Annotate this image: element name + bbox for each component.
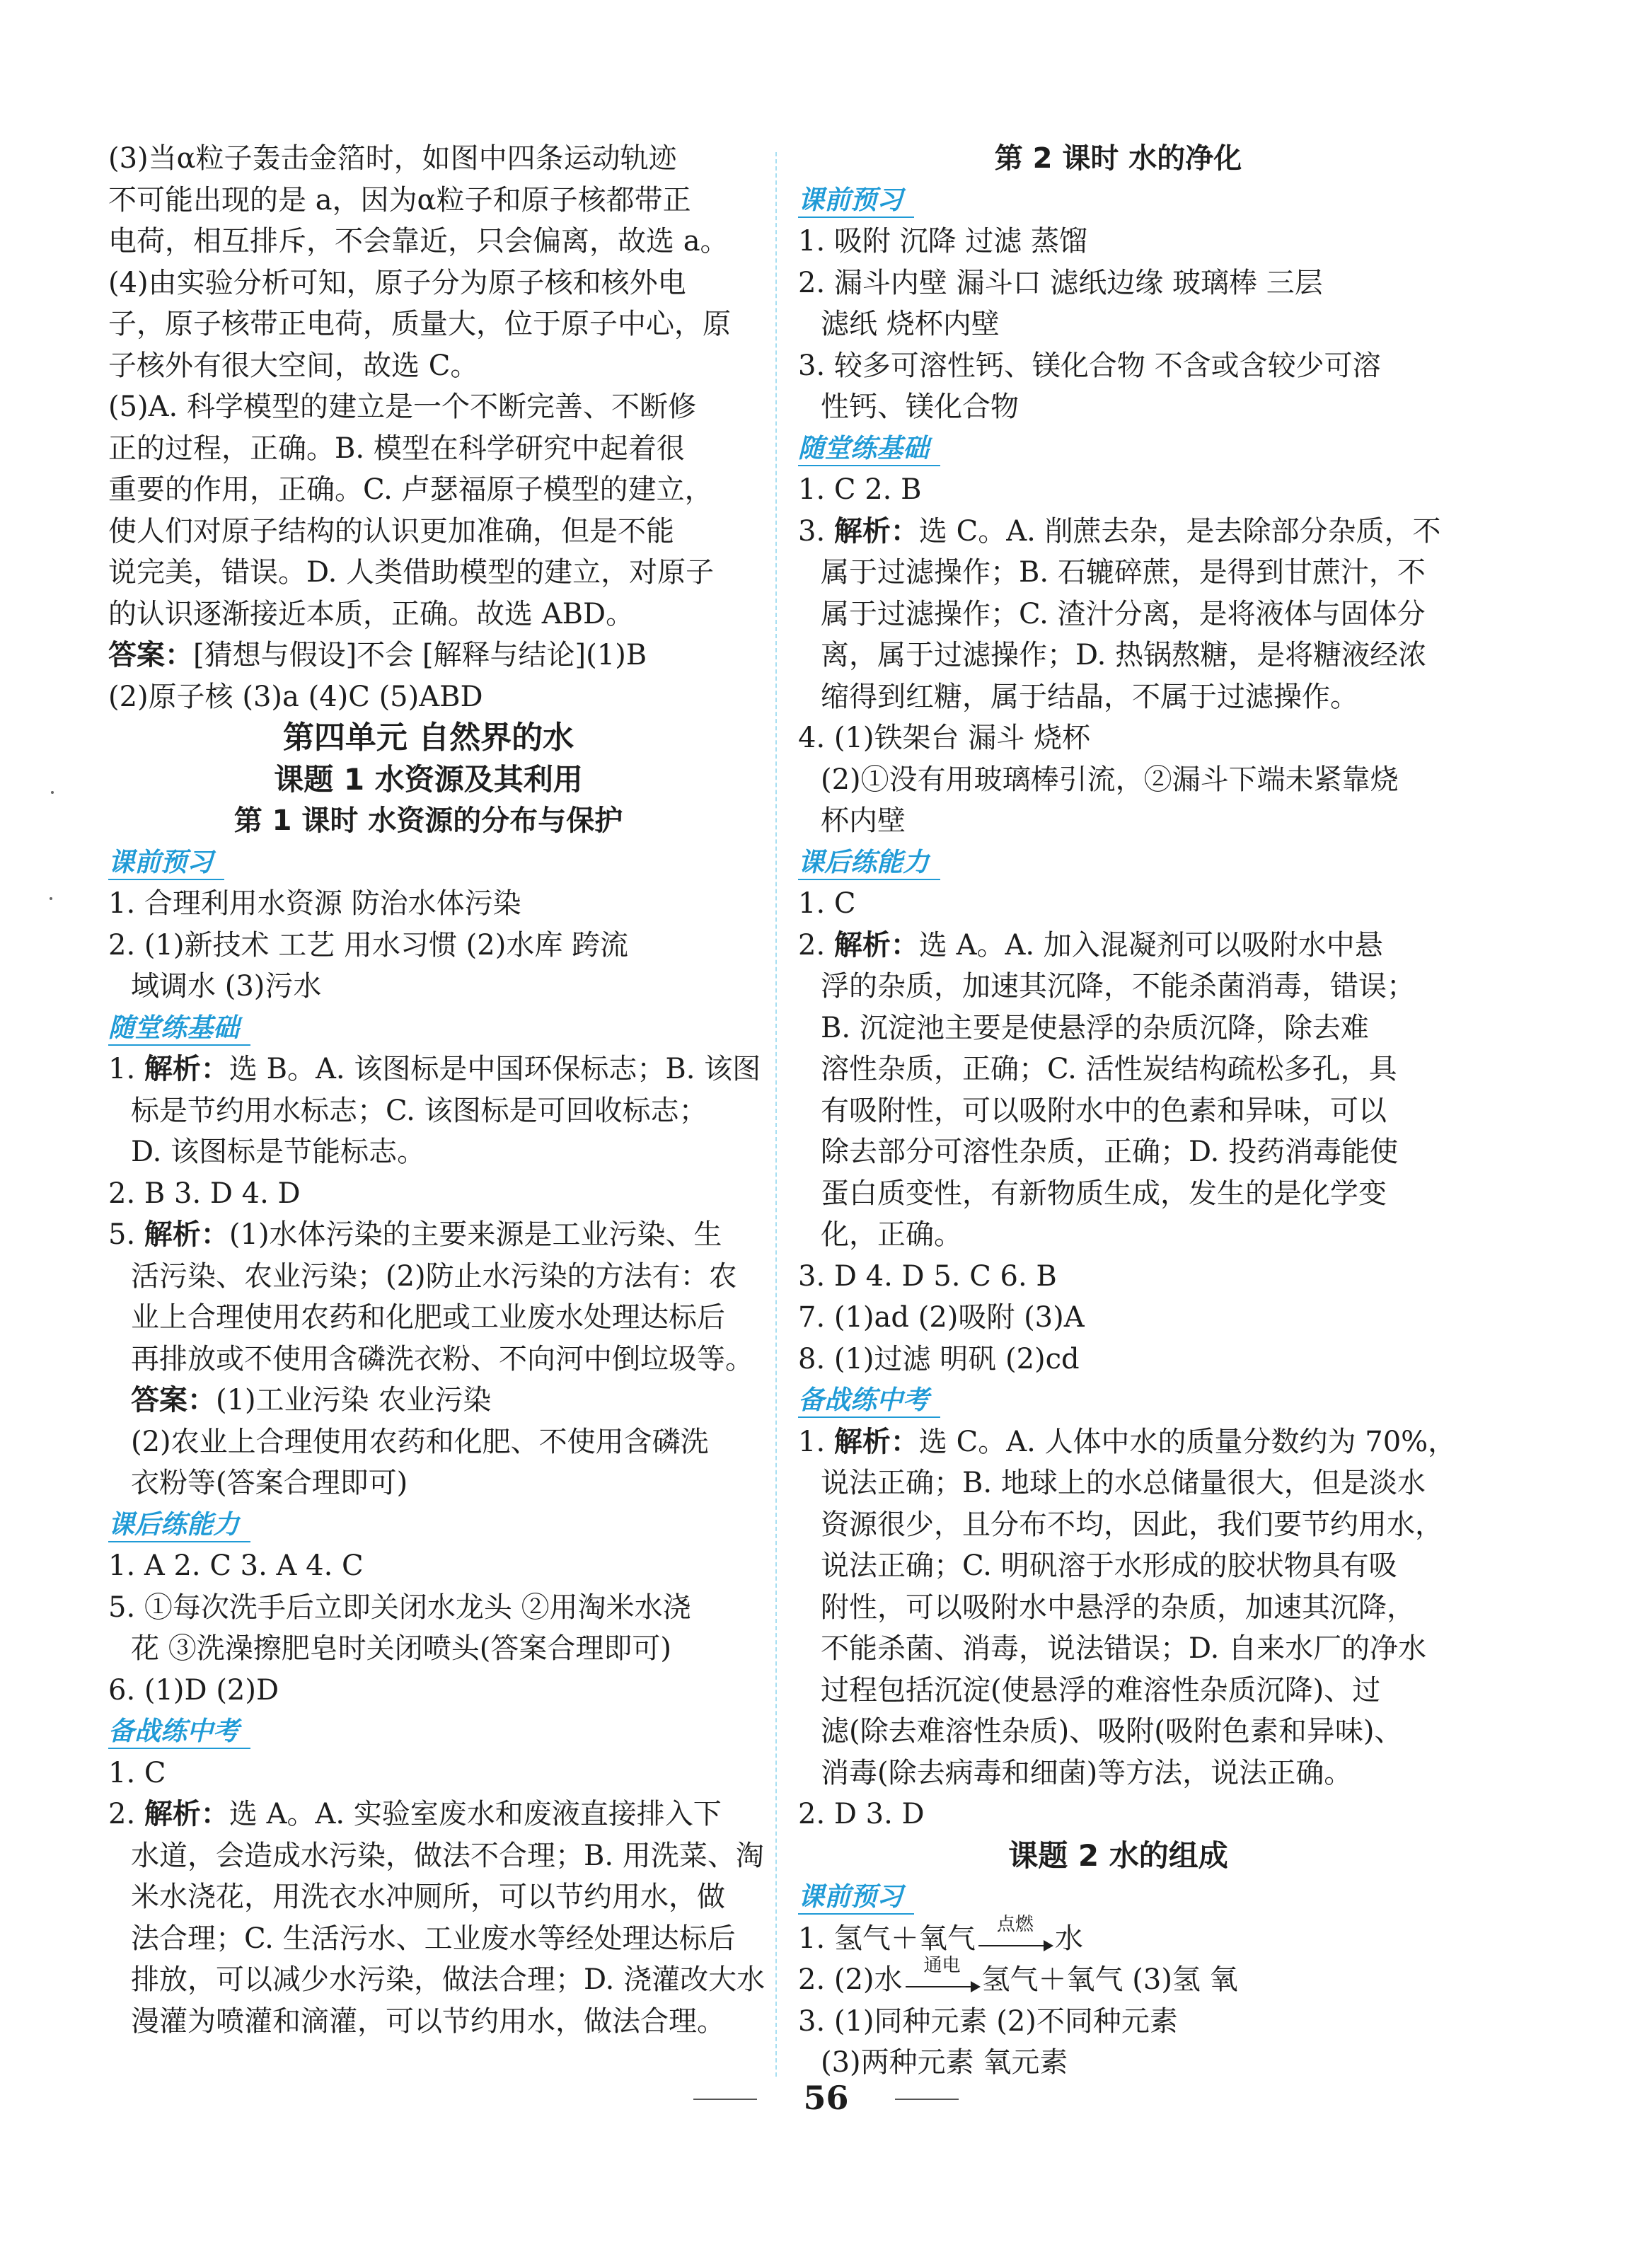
list-item: 1. C [108, 1756, 166, 1789]
column-divider [775, 152, 777, 2077]
list-item: 3. 较多可溶性钙、镁化合物 不含或含较少可溶 [798, 349, 1381, 382]
section-heading-preview: 课前预习 [108, 842, 749, 884]
equation-line: 1. 氢气＋氧气 点燃 水 [798, 1918, 1438, 1960]
topic-title: 课题 2 水的组成 [1008, 1837, 1228, 1873]
list-item: 水道，会造成水污染，做法不合理；B. 用洗菜、淘 [131, 1839, 764, 1872]
reaction-arrow: 通电 [903, 1959, 982, 2000]
list-item: 花 ③洗澡擦肥皂时关闭喷头(答案合理即可) [131, 1632, 671, 1665]
list-item: 3. 解析：选 C。A. 削蔗去杂，是去除部分杂质，不 [798, 514, 1441, 548]
list-item: 2. 漏斗内壁 漏斗口 滤纸边缘 玻璃棒 三层 [798, 266, 1323, 299]
list-item: 2. D 3. D [798, 1798, 925, 1830]
list-item: 6. (1)D (2)D [108, 1673, 279, 1707]
text-line: 不可能出现的是 a，因为α粒子和原子核都带正 [108, 183, 691, 217]
list-item: 域调水 (3)污水 [131, 970, 322, 1003]
list-item: 8. (1)过滤 明矾 (2)cd [798, 1342, 1080, 1375]
text-line: 电荷，相互排斥，不会靠近，只会偏离，故选 a。 [108, 225, 729, 258]
section-heading-after: 课后练能力 [798, 842, 1438, 884]
page-number: 56 [803, 2079, 849, 2117]
list-item: 3. D 4. D 5. C 6. B [798, 1259, 1057, 1293]
equation-line: 2. (2)水 通电 氢气＋氧气 (3)氢 氧 [798, 1959, 1438, 2001]
list-item: 衣粉等(答案合理即可) [131, 1467, 408, 1499]
list-item: B. 沉淀池主要是使悬浮的杂质沉降，除去难 [821, 1011, 1369, 1044]
answer-line: 答案：(1)工业污染 农业污染 [131, 1383, 492, 1416]
list-item: 5. ①每次洗手后立即关闭水龙头 ②用淘米水浇 [108, 1591, 691, 1624]
list-item: 活污染、农业污染；(2)防止水污染的方法有：农 [131, 1259, 737, 1293]
list-item: 有吸附性，可以吸附水中的色素和异味，可以 [821, 1094, 1387, 1127]
text-line: 子，原子核带正电荷，质量大，位于原子中心，原 [108, 308, 731, 340]
list-item: 除去部分可溶性杂质，正确；D. 投药消毒能使 [821, 1136, 1399, 1168]
list-item: D. 该图标是节能标志。 [131, 1136, 426, 1168]
text-line: (2)原子核 (3)a (4)C (5)ABD [108, 680, 483, 713]
lesson-title: 第 2 课时 水的净化 [994, 142, 1242, 175]
scan-speck [51, 791, 54, 794]
list-item: 标是节约用水标志；C. 该图标是可回收标志； [131, 1094, 707, 1127]
list-item: 化，正确。 [821, 1218, 962, 1251]
list-item: 1. A 2. C 3. A 4. C [108, 1550, 364, 1582]
list-item: 离，属于过滤操作；D. 热锅熬糖，是将糖液经浓 [821, 639, 1427, 671]
list-item: 附性，可以吸附水中悬浮的杂质，加速其沉降， [821, 1591, 1415, 1624]
list-item: 1. C [798, 887, 856, 920]
topic-title: 课题 1 水资源及其利用 [274, 761, 583, 797]
list-item: 3. (1)同种元素 (2)不同种元素 [798, 2004, 1178, 2038]
section-heading-exam: 备战练中考 [108, 1711, 749, 1753]
list-item: 溶性杂质，正确；C. 活性炭结构疏松多孔，具 [821, 1053, 1397, 1085]
text-line: 使人们对原子结构的认识更加准确，但是不能 [108, 514, 674, 548]
text-line: (4)由实验分析可知，原子分为原子核和核外电 [108, 266, 686, 299]
list-item: 1. C 2. B [798, 473, 922, 506]
list-item: 资源很少，且分布不均，因此，我们要节约用水， [821, 1508, 1443, 1541]
list-item: 1. 解析：选 C。A. 人体中水的质量分数约为 70%， [798, 1424, 1457, 1458]
list-item: 浮的杂质，加速其沉降，不能杀菌消毒，错误； [821, 970, 1415, 1003]
list-item: 2. 解析：选 A。A. 加入混凝剂可以吸附水中悬 [798, 928, 1383, 962]
section-heading-preview: 课前预习 [798, 180, 1438, 221]
section-heading-after: 课后练能力 [108, 1504, 749, 1546]
list-item: 排放，可以减少水污染，做法合理；D. 浇灌改大水 [131, 1963, 766, 1996]
list-item: 5. 解析：(1)水体污染的主要来源是工业污染、生 [108, 1218, 722, 1251]
list-item: 业上合理使用农药和化肥或工业废水处理达标后 [131, 1301, 725, 1334]
list-item: 再排放或不使用含磷洗衣粉、不向河中倒垃圾等。 [131, 1342, 753, 1375]
list-item: 米水浇花，用洗衣水冲厕所，可以节约用水，做 [131, 1881, 725, 1913]
list-item: 说法正确；B. 地球上的水总储量很大，但是淡水 [821, 1467, 1426, 1499]
list-item: 1. 吸附 沉降 过滤 蒸馏 [798, 225, 1088, 258]
list-item: 属于过滤操作；B. 石辘碎蔗，是得到甘蔗汁，不 [821, 556, 1426, 589]
text-line: (3)当α粒子轰击金箔时，如图中四条运动轨迹 [108, 142, 677, 175]
list-item: 2. B 3. D 4. D [108, 1177, 301, 1210]
list-item: 说法正确；C. 明矾溶于水形成的胶状物具有吸 [821, 1550, 1397, 1582]
answer-label: 答案： [108, 638, 193, 671]
list-item: 缩得到红糖，属于结晶，不属于过滤操作。 [821, 680, 1358, 713]
answer-line: 答案：[猜想与假设]不会 [解释与结论](1)B [108, 638, 647, 671]
list-item: 滤(除去难溶性杂质)、吸附(吸附色素和异味)、 [821, 1715, 1403, 1748]
list-item: 滤纸 烧杯内壁 [821, 308, 1000, 340]
list-item: 2. 解析：选 A。A. 实验室废水和废液直接排入下 [108, 1797, 722, 1830]
list-item: 过程包括沉淀(使悬浮的难溶性杂质沉降)、过 [821, 1673, 1381, 1707]
list-item: (2)农业上合理使用农药和化肥、不使用含磷洗 [131, 1425, 709, 1458]
list-item: 蛋白质变性，有新物质生成，发生的是化学变 [821, 1177, 1387, 1210]
list-item: 7. (1)ad (2)吸附 (3)A [798, 1301, 1085, 1334]
list-item: (2)①没有用玻璃棒引流，②漏斗下端未紧靠烧 [821, 763, 1399, 796]
text-line: 重要的作用，正确。C. 卢瑟福原子模型的建立， [108, 473, 713, 506]
page-number-dash-right [895, 2099, 959, 2100]
left-column [108, 138, 766, 2042]
section-heading-basic: 随堂练基础 [798, 428, 1438, 470]
list-item: 漫灌为喷灌和滴灌，可以节约用水，做法合理。 [131, 2004, 725, 2038]
list-item: 4. (1)铁架台 漏斗 烧杯 [798, 722, 1090, 754]
text-line: 子核外有很大空间，故选 C。 [108, 349, 479, 382]
section-heading-basic: 随堂练基础 [108, 1008, 749, 1049]
right-column [798, 138, 1457, 2084]
list-item: (3)两种元素 氧元素 [821, 2046, 1068, 2079]
list-item: 法合理；C. 生活污水、工业废水等经处理达标后 [131, 1922, 736, 1955]
reaction-arrow: 点燃 [976, 1918, 1055, 1959]
list-item: 杯内壁 [821, 804, 906, 837]
list-item: 消毒(除去病毒和细菌)等方法，说法正确。 [821, 1756, 1353, 1789]
list-item: 1. 解析：选 B。A. 该图标是中国环保标志；B. 该图 [108, 1052, 761, 1085]
list-item: 不能杀菌、消毒，说法错误；D. 自来水厂的净水 [821, 1632, 1427, 1665]
text-line: 正的过程，正确。B. 模型在科学研究中起着很 [108, 432, 685, 465]
list-item: 1. 合理利用水资源 防治水体污染 [108, 887, 521, 920]
section-heading-exam: 备战练中考 [798, 1380, 1438, 1421]
text-line: 的认识逐渐接近本质，正确。故选 ABD。 [108, 597, 635, 630]
unit-title: 第四单元 自然界的水 [282, 720, 574, 756]
text-line: (5)A. 科学模型的建立是一个不断完善、不断修 [108, 391, 696, 423]
scan-speck [50, 897, 52, 900]
text-line: 说完美，错误。D. 人类借助模型的建立，对原子 [108, 556, 715, 589]
list-item: 属于过滤操作；C. 渣汁分离，是将液体与固体分 [821, 597, 1426, 630]
list-item: 性钙、镁化合物 [821, 391, 1019, 423]
section-heading-preview: 课前预习 [798, 1876, 1438, 1918]
list-item: 2. (1)新技术 工艺 用水习惯 (2)水库 跨流 [108, 928, 629, 962]
lesson-title: 第 1 课时 水资源的分布与保护 [233, 804, 623, 837]
